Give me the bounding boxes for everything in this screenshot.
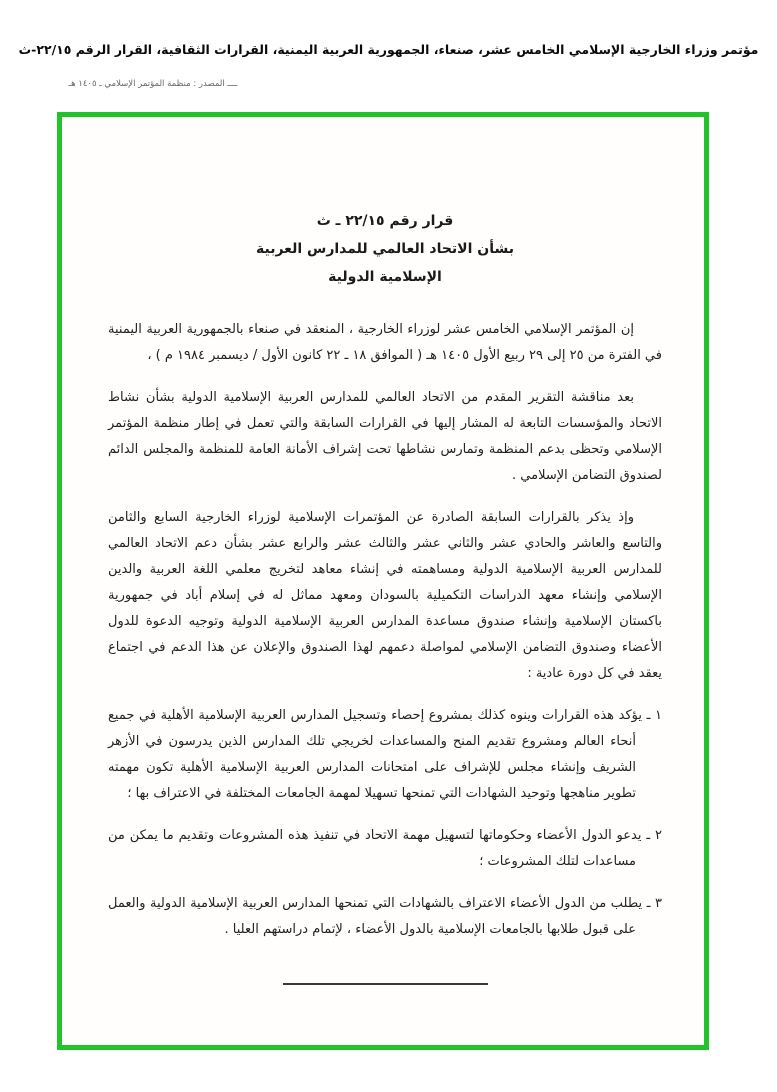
preamble-paragraph: إن المؤتمر الإسلامي الخامس عشر لوزراء الخارجية ، المنعقد في صنعاء بالجمهورية العربية اليمنية في الفترة من ٢٥ إلى ٢٩ ربيع الأول ١٤٠٥ هـ ( الموافق ١٨ ـ ٢٢ كانون الأول / ديسمبر ١٩٨٤ م ) ، [108,322,662,363]
header-source: ــــ المصدر : منظمة المؤتمر الإسلامي ـ ١٤٠٥ هـ [68,79,238,89]
header-citation: مؤتمر وزراء الخارجية الإسلامي الخامس عشر، صنعاء، الجمهورية العربية اليمنية، القرارات الثقافية، القرار الرقم ٢٢/١٥-ث [18,42,759,57]
resolution-point-2: ٢ ـ يدعو الدول الأعضاء وحكوماتها لتسهيل مهمة الاتحاد في تنفيذ هذه المشروعات وتقديم ما يمكن من مساعدات لتلك المشروعات ؛ [108,828,662,869]
resolution-subject-line1: بشأن الاتحاد العالمي للمدارس العربية [256,241,514,257]
resolution-subject-line2: الإسلامية الدولية [328,269,442,285]
resolution-document [62,117,704,985]
green-highlight-frame [57,112,709,1050]
resolution-point-1: ١ ـ يؤكد هذه القرارات وينوه كذلك بمشروع إحصاء وتسجيل المدارس العربية الإسلامية الأهلية في جميع أنحاء العالم ومشروع تقديم المنح والمساعدات لخريجي تلك المدارس الذين يدرسون في الأزهر الشريف وإنشاء مجلس للإشراف على امتحانات المدارس العربية الإسلامية الأهلية تكون مهمته تطوير مناهجها وتوحيد الشهادات التي تمنحها تسهيلا لمهمة الجامعات المختلفة في الاعتراف بها ؛ [108,708,662,801]
recall-previous-resolutions-paragraph: وإذ يذكر بالقرارات السابقة الصادرة عن المؤتمرات الإسلامية لوزراء الخارجية السابع والثامن والتاسع والعاشر والحادي عشر والثاني عشر والثالث عشر والرابع عشر بشأن دعم الاتحاد العالمي للمدارس العربية الإسلامية الدولية ومساهمته في إنشاء معاهد لتخريج معلمي اللغة العربية والدين الإسلامي وإنشاء معهد الدراسات التكميلية بالسودان ومعهد مماثل له في إسلام أباد في جمهورية باكستان الإسلامية وإنشاء صندوق مساعدة المدارس العربية الإسلامية الدولية وتوجيه الدعوة للدول الأعضاء وصندوق التضامن الإسلامي لمواصلة دعمهم لهذا الصندوق والإعلان عن هذا الدعم في اجتماع يعقد في كل دورة عادية : [108,510,662,681]
report-discussion-paragraph: بعد مناقشة التقرير المقدم من الاتحاد العالمي للمدارس العربية الإسلامية الدولية بشأن نشاط الاتحاد والمؤسسات التابعة له المشار إليها في القرارات السابقة والتي تعمل في إطار منظمة المؤتمر الإسلامي وتحظى بدعم المنظمة وتمارس نشاطها تحت إشراف الأمانة العامة للمنظمة والمجلس الدائم لصندوق التضامن الإسلامي . [108,390,662,483]
resolution-title [108,207,662,291]
footer-divider [283,983,488,985]
resolution-point-3: ٣ ـ يطلب من الدول الأعضاء الاعتراف بالشهادات التي تمنحها المدارس العربية الإسلامية الدولية والعمل على قبول طلابها بالجامعات الإسلامية بالدول الأعضاء ، لإتمام دراستهم العليا . [108,896,662,937]
resolution-number: قرار رقم ٢٢/١٥ ـ ث [316,213,454,229]
